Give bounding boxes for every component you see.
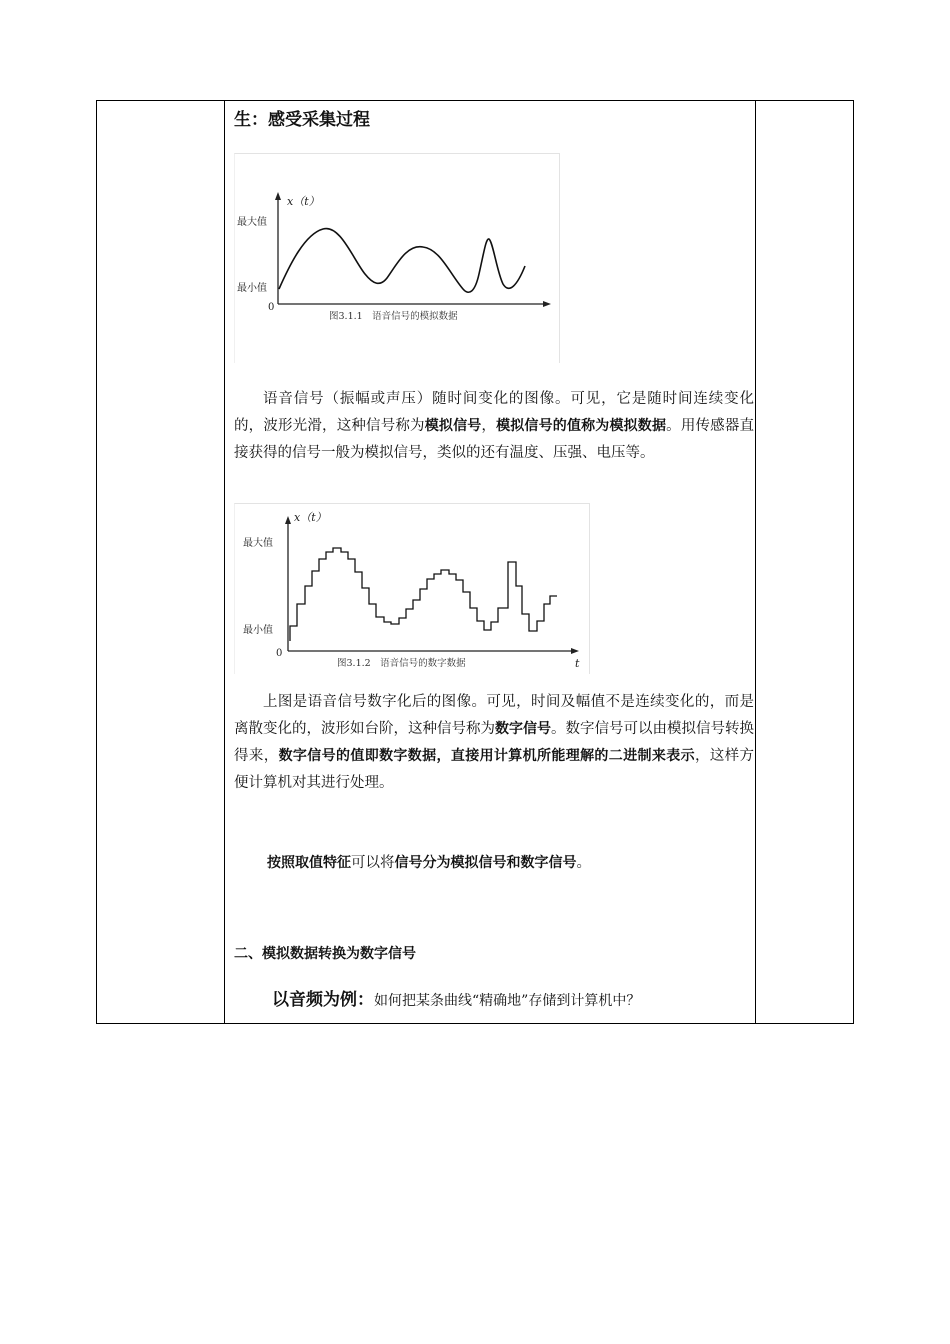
text-segment: ， (481, 418, 497, 434)
figure-caption: 图3.1.2 语音信号的数字数据 (337, 658, 466, 669)
bold-term-signal-types: 信号分为模拟信号和数字信号 (394, 855, 577, 871)
lesson-table (96, 100, 854, 1024)
text-segment: 语音信号（振幅或声压）随时间变化的图像。可见，它是随时间连续变化的，波形光滑，这种信号称为 (234, 391, 754, 434)
digital-description-paragraph (234, 689, 754, 797)
bold-term-analog-data: 模拟信号的值称为模拟数据 (496, 418, 667, 434)
min-value-label: 最小值 (243, 625, 273, 636)
analog-waveform (279, 229, 525, 293)
text-segment: 上图是语音信号数字化后的图像。可见，时间及幅值不是连续变化的，而是离散变化的，波形如台阶，这种信号称为 (234, 694, 754, 737)
bold-term-analog-signal: 模拟信号 (424, 418, 482, 434)
audio-example-question: 如何把某条曲线“精确地”存储到计算机中？ (374, 993, 641, 1009)
text-segment: 。数字信号可以由模拟信号转换得来， (234, 721, 754, 764)
digital-signal-figure (234, 503, 590, 674)
bold-term-digital-data: 数字信号的值即数字数据，直接用计算机所能理解的二进制来表示 (278, 748, 695, 764)
origin-label: 0 (276, 648, 283, 659)
y-axis-label: x（t） (287, 195, 320, 208)
audio-example-paragraph (272, 985, 640, 1010)
origin-label: 0 (268, 302, 275, 313)
bold-term-digital-signal: 数字信号 (495, 721, 551, 737)
y-axis-label: x（t） (294, 511, 327, 524)
max-value-label: 最大值 (243, 538, 273, 549)
text-segment: 。用传感器直接获得的信号一般为模拟信号，类似的还有温度、压强、电压等。 (234, 418, 755, 461)
section-heading: 生：感受采集过程 (234, 110, 370, 130)
analog-description-paragraph (234, 386, 754, 467)
section-2-title: 二、模拟数据转换为数字信号 (234, 946, 416, 962)
digital-signal-chart (235, 504, 589, 674)
analog-signal-chart (235, 154, 559, 363)
audio-example-label: 以音频为例： (272, 990, 374, 1010)
digital-staircase-waveform (290, 548, 557, 641)
classification-paragraph (267, 851, 591, 872)
x-axis-label: t (575, 657, 580, 670)
column-divider-left (224, 101, 225, 1023)
min-value-label: 最小值 (237, 283, 267, 294)
max-value-label: 最大值 (237, 217, 267, 228)
text-segment: 可以将 (351, 855, 395, 871)
bold-term-value-feature: 按照取值特征 (267, 855, 351, 871)
column-divider-right (755, 101, 756, 1023)
figure-caption: 图3.1.1 语音信号的模拟数据 (329, 311, 458, 322)
text-segment: ，这样方便计算机对其进行处理。 (234, 748, 755, 791)
analog-signal-figure (234, 153, 560, 363)
text-segment: 。 (576, 855, 591, 871)
